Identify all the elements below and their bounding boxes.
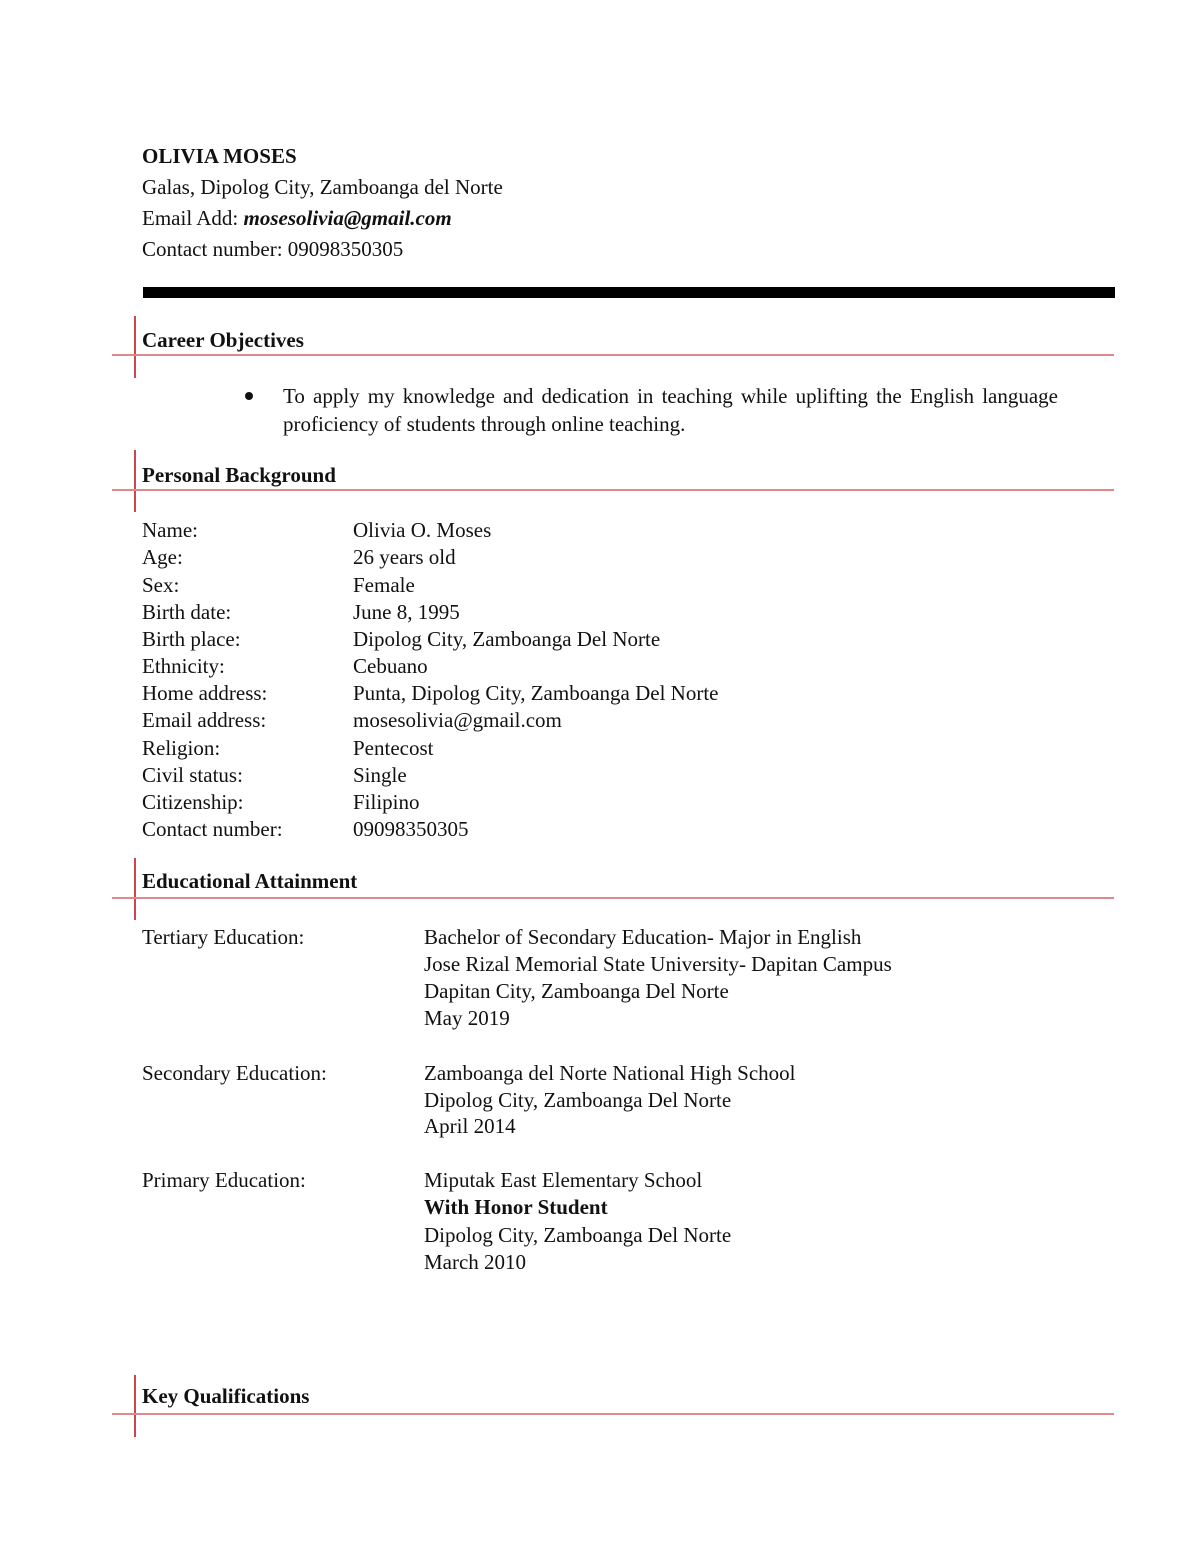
honor-line: With Honor Student <box>424 1195 608 1219</box>
field-label: Name: <box>142 518 198 542</box>
section-title: Personal Background <box>142 463 336 487</box>
primary-line: March 2010 <box>424 1250 527 1274</box>
section-marker <box>134 450 136 512</box>
field-label: Age: <box>142 545 183 569</box>
field-label: Home address: <box>142 681 268 705</box>
field-label: Civil status: <box>142 763 243 787</box>
field-value: Olivia O. Moses <box>353 518 492 542</box>
field-label: Citizenship: <box>142 790 244 814</box>
field-value: Pentecost <box>353 736 434 760</box>
secondary-line: April 2014 <box>424 1114 516 1138</box>
tertiary-line: Dapitan City, Zamboanga Del Norte <box>424 979 729 1003</box>
section-title: Educational Attainment <box>142 869 358 893</box>
header-divider <box>143 287 1115 298</box>
field-value: 26 years old <box>353 545 456 569</box>
secondary-line: Dipolog City, Zamboanga Del Norte <box>424 1088 732 1112</box>
secondary-line: Zamboanga del Norte National High School <box>424 1061 796 1085</box>
field-value: Filipino <box>353 790 420 814</box>
section-rule <box>112 1413 1114 1415</box>
section-rule <box>112 897 1114 899</box>
section-marker <box>134 858 136 920</box>
field-label: Birth date: <box>142 600 232 624</box>
field-label: Contact number: <box>142 817 283 841</box>
field-value: mosesolivia@gmail.com <box>353 708 562 732</box>
objective-text: To apply my knowledge and dedication in teaching while uplifting the English language proficiency of students through online teaching. <box>283 384 1058 436</box>
applicant-address: Galas, Dipolog City, Zamboanga del Norte <box>142 175 503 199</box>
section-rule <box>112 489 1114 491</box>
section-marker <box>134 316 136 378</box>
field-value: Dipolog City, Zamboanga Del Norte <box>353 627 661 651</box>
primary-line: Miputak East Elementary School <box>424 1168 703 1192</box>
field-value: 09098350305 <box>353 817 469 841</box>
section-title: Key Qualifications <box>142 1384 310 1408</box>
email-label: Email Add: <box>142 206 239 230</box>
tertiary-line: Jose Rizal Memorial State University- Dapitan Campus <box>424 952 892 976</box>
applicant-name: OLIVIA MOSES <box>142 144 297 168</box>
section-rule <box>112 354 1114 356</box>
field-value: Single <box>353 763 407 787</box>
primary-label: Primary Education: <box>142 1168 306 1192</box>
email-line <box>142 205 452 231</box>
field-label: Email address: <box>142 708 267 732</box>
contact-line: Contact number: 09098350305 <box>142 237 404 261</box>
section-title: Career Objectives <box>142 328 304 352</box>
field-label: Religion: <box>142 736 221 760</box>
field-value: Punta, Dipolog City, Zamboanga Del Norte <box>353 681 719 705</box>
tertiary-label: Tertiary Education: <box>142 925 305 949</box>
secondary-label: Secondary Education: <box>142 1061 327 1085</box>
field-value: June 8, 1995 <box>353 600 460 624</box>
tertiary-line: May 2019 <box>424 1006 510 1030</box>
field-label: Ethnicity: <box>142 654 225 678</box>
field-value: Cebuano <box>353 654 428 678</box>
email-value: mosesolivia@gmail.com <box>243 206 452 230</box>
section-marker <box>134 1375 136 1437</box>
field-value: Female <box>353 573 415 597</box>
bullet-icon <box>245 392 253 400</box>
primary-line: Dipolog City, Zamboanga Del Norte <box>424 1223 732 1247</box>
field-label: Birth place: <box>142 627 241 651</box>
field-label: Sex: <box>142 573 180 597</box>
tertiary-line: Bachelor of Secondary Education- Major in English <box>424 925 862 949</box>
